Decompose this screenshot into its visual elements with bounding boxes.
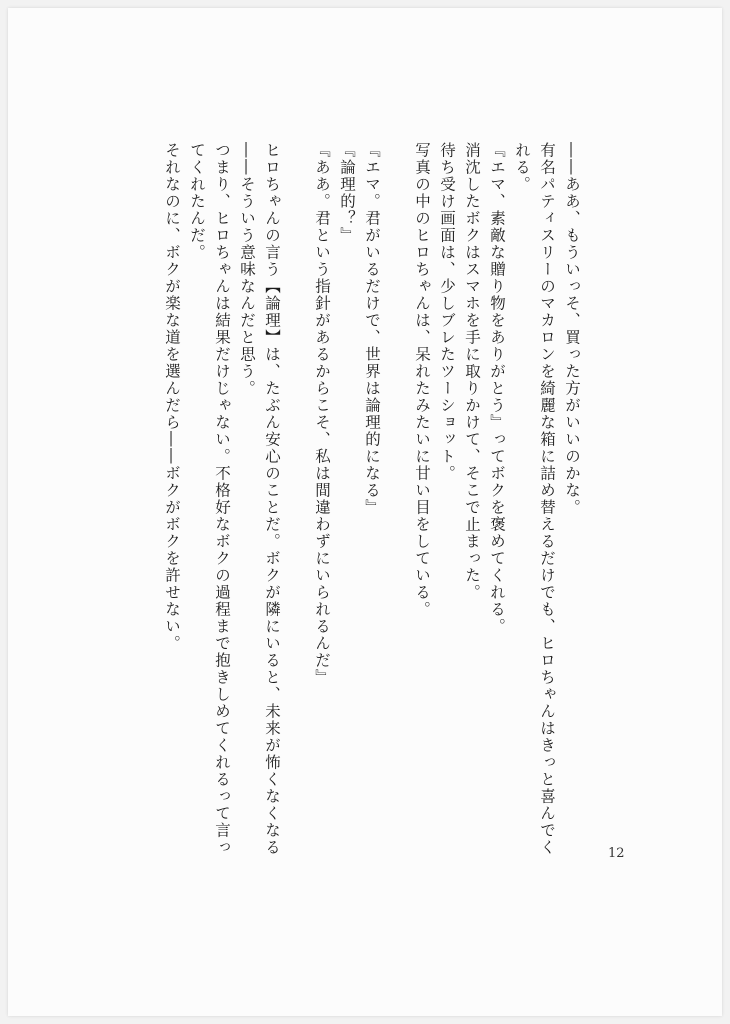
- text-line: 『エマ、素敵な贈り物をありがとう』ってボクを褒めてくれる。: [488, 142, 506, 635]
- text-line: 待ち受け画面は、少しブレたツーショット。: [438, 142, 456, 482]
- blank-line: [284, 142, 309, 862]
- text-line: 写真の中のヒロちゃんは、呆れたみたいに甘い目をしている。: [413, 142, 431, 618]
- dialogue-line: 『ああ。君という指針があるからこそ、私は間違わずにいられるんだ』: [313, 142, 331, 686]
- text-line: 有名パティスリーのマカロンを綺麗な箱に詰め替えるだけでも、ヒロちゃんはきっと喜んでくれる。: [513, 142, 556, 856]
- text-line: 消沈したボクはスマホを手に取りかけて、そこで止まった。: [463, 142, 481, 601]
- page-number: 12: [608, 846, 625, 861]
- text-line: ヒロちゃんの言う【論理】は、たぶん安心のことだ。ボクが隣にいると、未来が怖くなくなる――そういう意味なんだと思う。: [238, 142, 281, 856]
- text-line: つまり、ヒロちゃんは結果だけじゃない。不格好なボクの過程まで抱きしめてくれるって言ってくれたんだ。: [188, 142, 231, 856]
- dialogue-line: 『エマ。君がいるだけで、世界は論理的になる』: [363, 142, 381, 516]
- text-line: それなのに、ボクが楽な道を選んだら――ボクがボクを許せない。: [163, 142, 181, 652]
- text-line: ――ああ、もういっそ、買った方がいいのかな。: [563, 142, 581, 516]
- vertical-text-body: [159, 142, 584, 862]
- dialogue-line: 『論理的？』: [338, 142, 356, 244]
- blank-line: [384, 142, 409, 862]
- book-page: [8, 8, 722, 1016]
